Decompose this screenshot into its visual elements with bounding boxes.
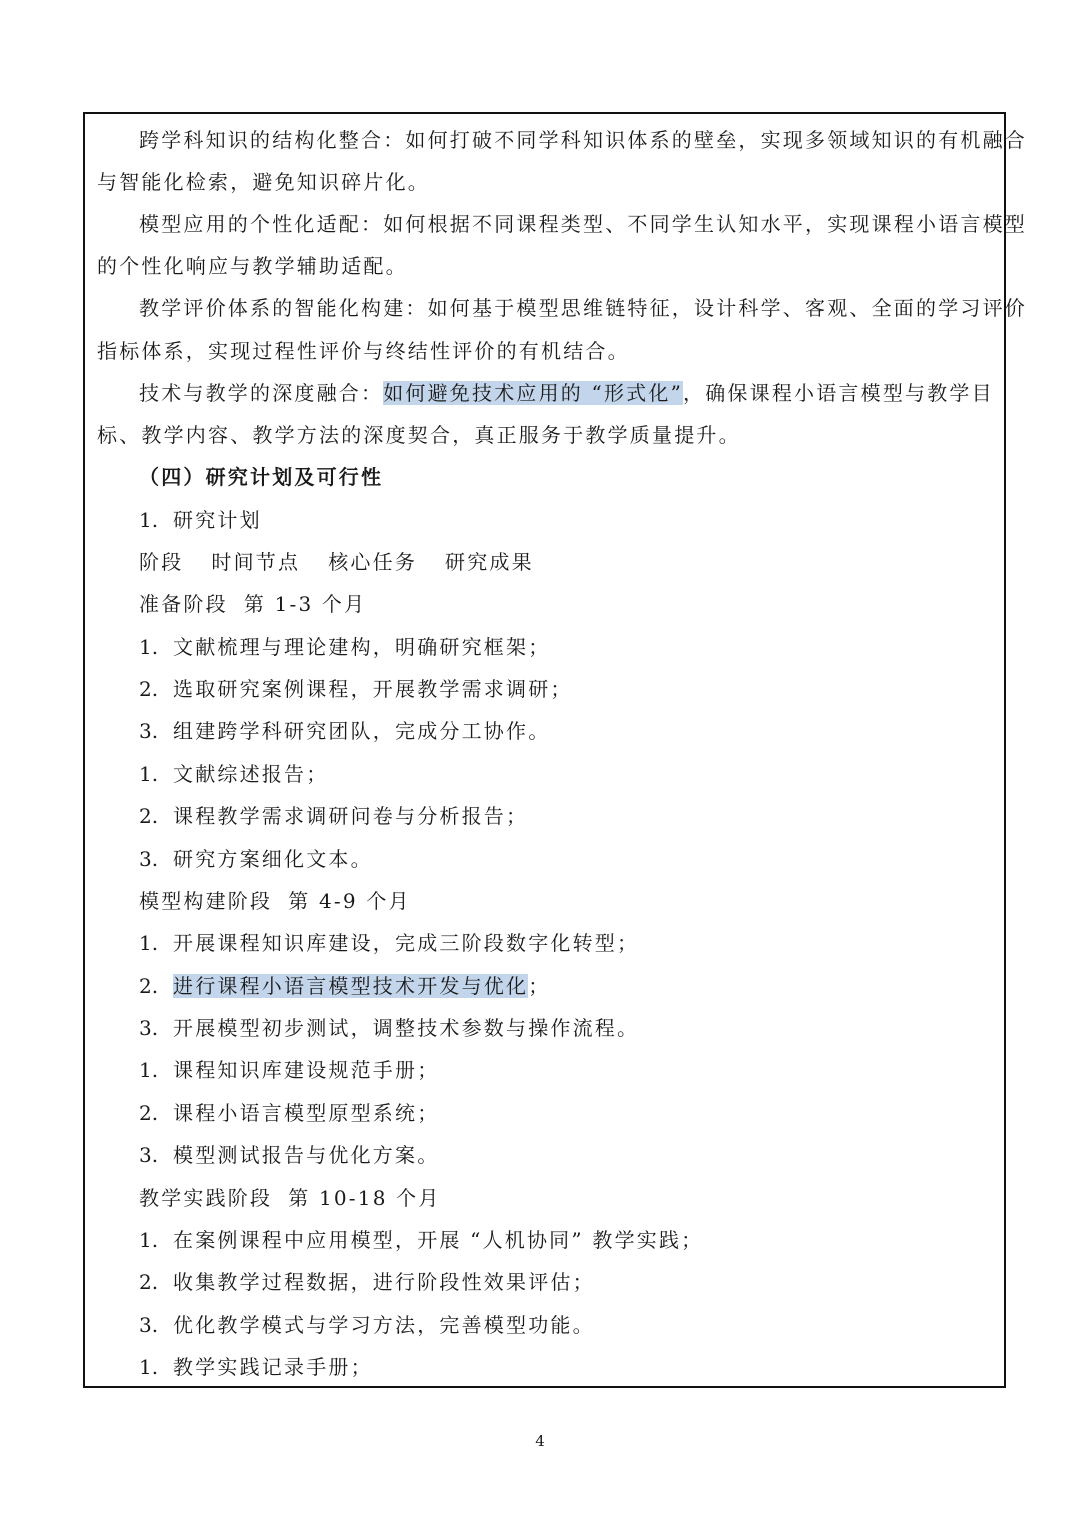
paragraph-3-text: 如何基于模型思维链特征，设计科学、客观、全面的学习评价: [427, 296, 1028, 320]
paragraph-4-line-1: [139, 381, 994, 405]
list-number: 3.: [139, 719, 159, 743]
stage-2-time: 第 4-9 个月: [288, 889, 411, 913]
stage-2-name: 模型构建阶段: [139, 889, 273, 913]
paragraph-2-line-1: [139, 212, 1027, 236]
list-text: 开展模型初步测试，调整技术参数与操作流程。: [173, 1016, 640, 1040]
list-text: 在案例课程中应用模型，开展 “人机协同” 教学实践；: [173, 1228, 704, 1252]
list-item: [139, 719, 550, 743]
list-item: [139, 677, 573, 701]
list-number: 3.: [139, 1313, 159, 1337]
header-outputs: 研究成果: [445, 550, 534, 574]
list-item: [139, 1228, 703, 1252]
list-text: 教学实践记录手册；: [173, 1355, 373, 1379]
list-number: 1.: [139, 1355, 159, 1379]
subheading-text: 研究计划: [173, 508, 262, 532]
list-text: 研究方案细化文本。: [173, 847, 373, 871]
paragraph-2-line-2: 的个性化响应与教学辅助适配。: [97, 254, 408, 278]
list-text: 选取研究案例课程，开展教学需求调研；: [173, 677, 573, 701]
list-number: 1.: [139, 635, 159, 659]
list-item: [139, 1313, 595, 1337]
list-number: 2.: [139, 677, 159, 701]
selected-text-highlight[interactable]: 进行课程小语言模型技术开发与优化: [173, 974, 529, 998]
paragraph-2-text: 如何根据不同课程类型、不同学生认知水平，实现课程小语言模型: [383, 212, 1028, 236]
section-heading: （四）研究计划及可行性: [139, 465, 384, 489]
list-number: 3.: [139, 847, 159, 871]
paragraph-3-lead: 教学评价体系的智能化构建：: [139, 296, 428, 320]
list-text: 课程知识库建设规范手册；: [173, 1058, 440, 1082]
list-number: 1.: [139, 1058, 159, 1082]
list-number: 2.: [139, 1101, 159, 1125]
list-text: 课程小语言模型原型系统；: [173, 1101, 440, 1125]
list-text: 文献梳理与理论建构，明确研究框架；: [173, 635, 551, 659]
stage-1-time: 第 1-3 个月: [243, 592, 367, 616]
stage-1-name: 准备阶段: [139, 592, 228, 616]
list-item: [139, 1355, 373, 1379]
list-item: [139, 762, 328, 786]
paragraph-2-lead: 模型应用的个性化适配：: [139, 212, 384, 236]
list-text: 模型测试报告与优化方案。: [173, 1143, 440, 1167]
list-item: [139, 931, 639, 955]
list-number: 2.: [139, 1270, 159, 1294]
list-number: 1.: [139, 762, 159, 786]
header-tasks: 核心任务: [328, 550, 418, 574]
list-number: 1.: [139, 1228, 159, 1252]
list-item: [139, 1058, 439, 1082]
list-text: 开展课程知识库建设，完成三阶段数字化转型；: [173, 931, 640, 955]
paragraph-4-text: ，确保课程小语言模型与教学目: [683, 381, 994, 405]
list-item: [139, 1016, 639, 1040]
list-item: [139, 974, 550, 998]
list-number: 1.: [139, 931, 159, 955]
list-item: [139, 847, 373, 871]
list-number: 2.: [139, 804, 159, 828]
list-text: 组建跨学科研究团队，完成分工协作。: [173, 719, 551, 743]
paragraph-1-lead: 跨学科知识的结构化整合：: [139, 128, 406, 152]
stage-2-row: [139, 889, 411, 913]
stage-3-time: 第 10-18 个月: [288, 1186, 441, 1210]
list-item: [139, 1270, 595, 1294]
header-stage: 阶段: [139, 550, 184, 574]
table-header: [139, 550, 534, 574]
list-text: 课程教学需求调研问卷与分析报告；: [173, 804, 529, 828]
paragraph-1-text: 如何打破不同学科知识体系的壁垒，实现多领域知识的有机融合: [405, 128, 1028, 152]
list-number: 3.: [139, 1016, 159, 1040]
paragraph-1-line-1: [139, 128, 1027, 152]
list-number: 3.: [139, 1143, 159, 1167]
list-item: [139, 804, 528, 828]
subheading-number: 1.: [139, 508, 159, 532]
list-text: 优化教学模式与学习方法，完善模型功能。: [173, 1313, 595, 1337]
subheading: [139, 508, 262, 532]
paragraph-1-line-2: 与智能化检索，避免知识碎片化。: [97, 170, 430, 194]
list-number: 2.: [139, 974, 159, 998]
list-text: 文献综述报告；: [173, 762, 329, 786]
list-item: [139, 635, 550, 659]
header-time: 时间节点: [211, 550, 301, 574]
paragraph-4-lead: 技术与教学的深度融合：: [139, 381, 384, 405]
list-text: 收集教学过程数据，进行阶段性效果评估；: [173, 1270, 595, 1294]
paragraph-3-line-1: [139, 296, 1027, 320]
paragraph-4-line-2: 标、教学内容、教学方法的深度契合，真正服务于教学质量提升。: [97, 423, 741, 447]
stage-3-name: 教学实践阶段: [139, 1186, 273, 1210]
content-frame: [83, 112, 1028, 1388]
list-item: [139, 1143, 439, 1167]
list-item: [139, 1101, 439, 1125]
list-text: ；: [528, 974, 551, 998]
paragraph-3-line-2: 指标体系，实现过程性评价与终结性评价的有机结合。: [97, 339, 630, 363]
selected-text-highlight[interactable]: 如何避免技术应用的 “形式化”: [383, 381, 684, 405]
stage-1-row: [139, 592, 366, 616]
stage-3-row: [139, 1186, 441, 1210]
page-number: 4: [535, 1432, 545, 1450]
